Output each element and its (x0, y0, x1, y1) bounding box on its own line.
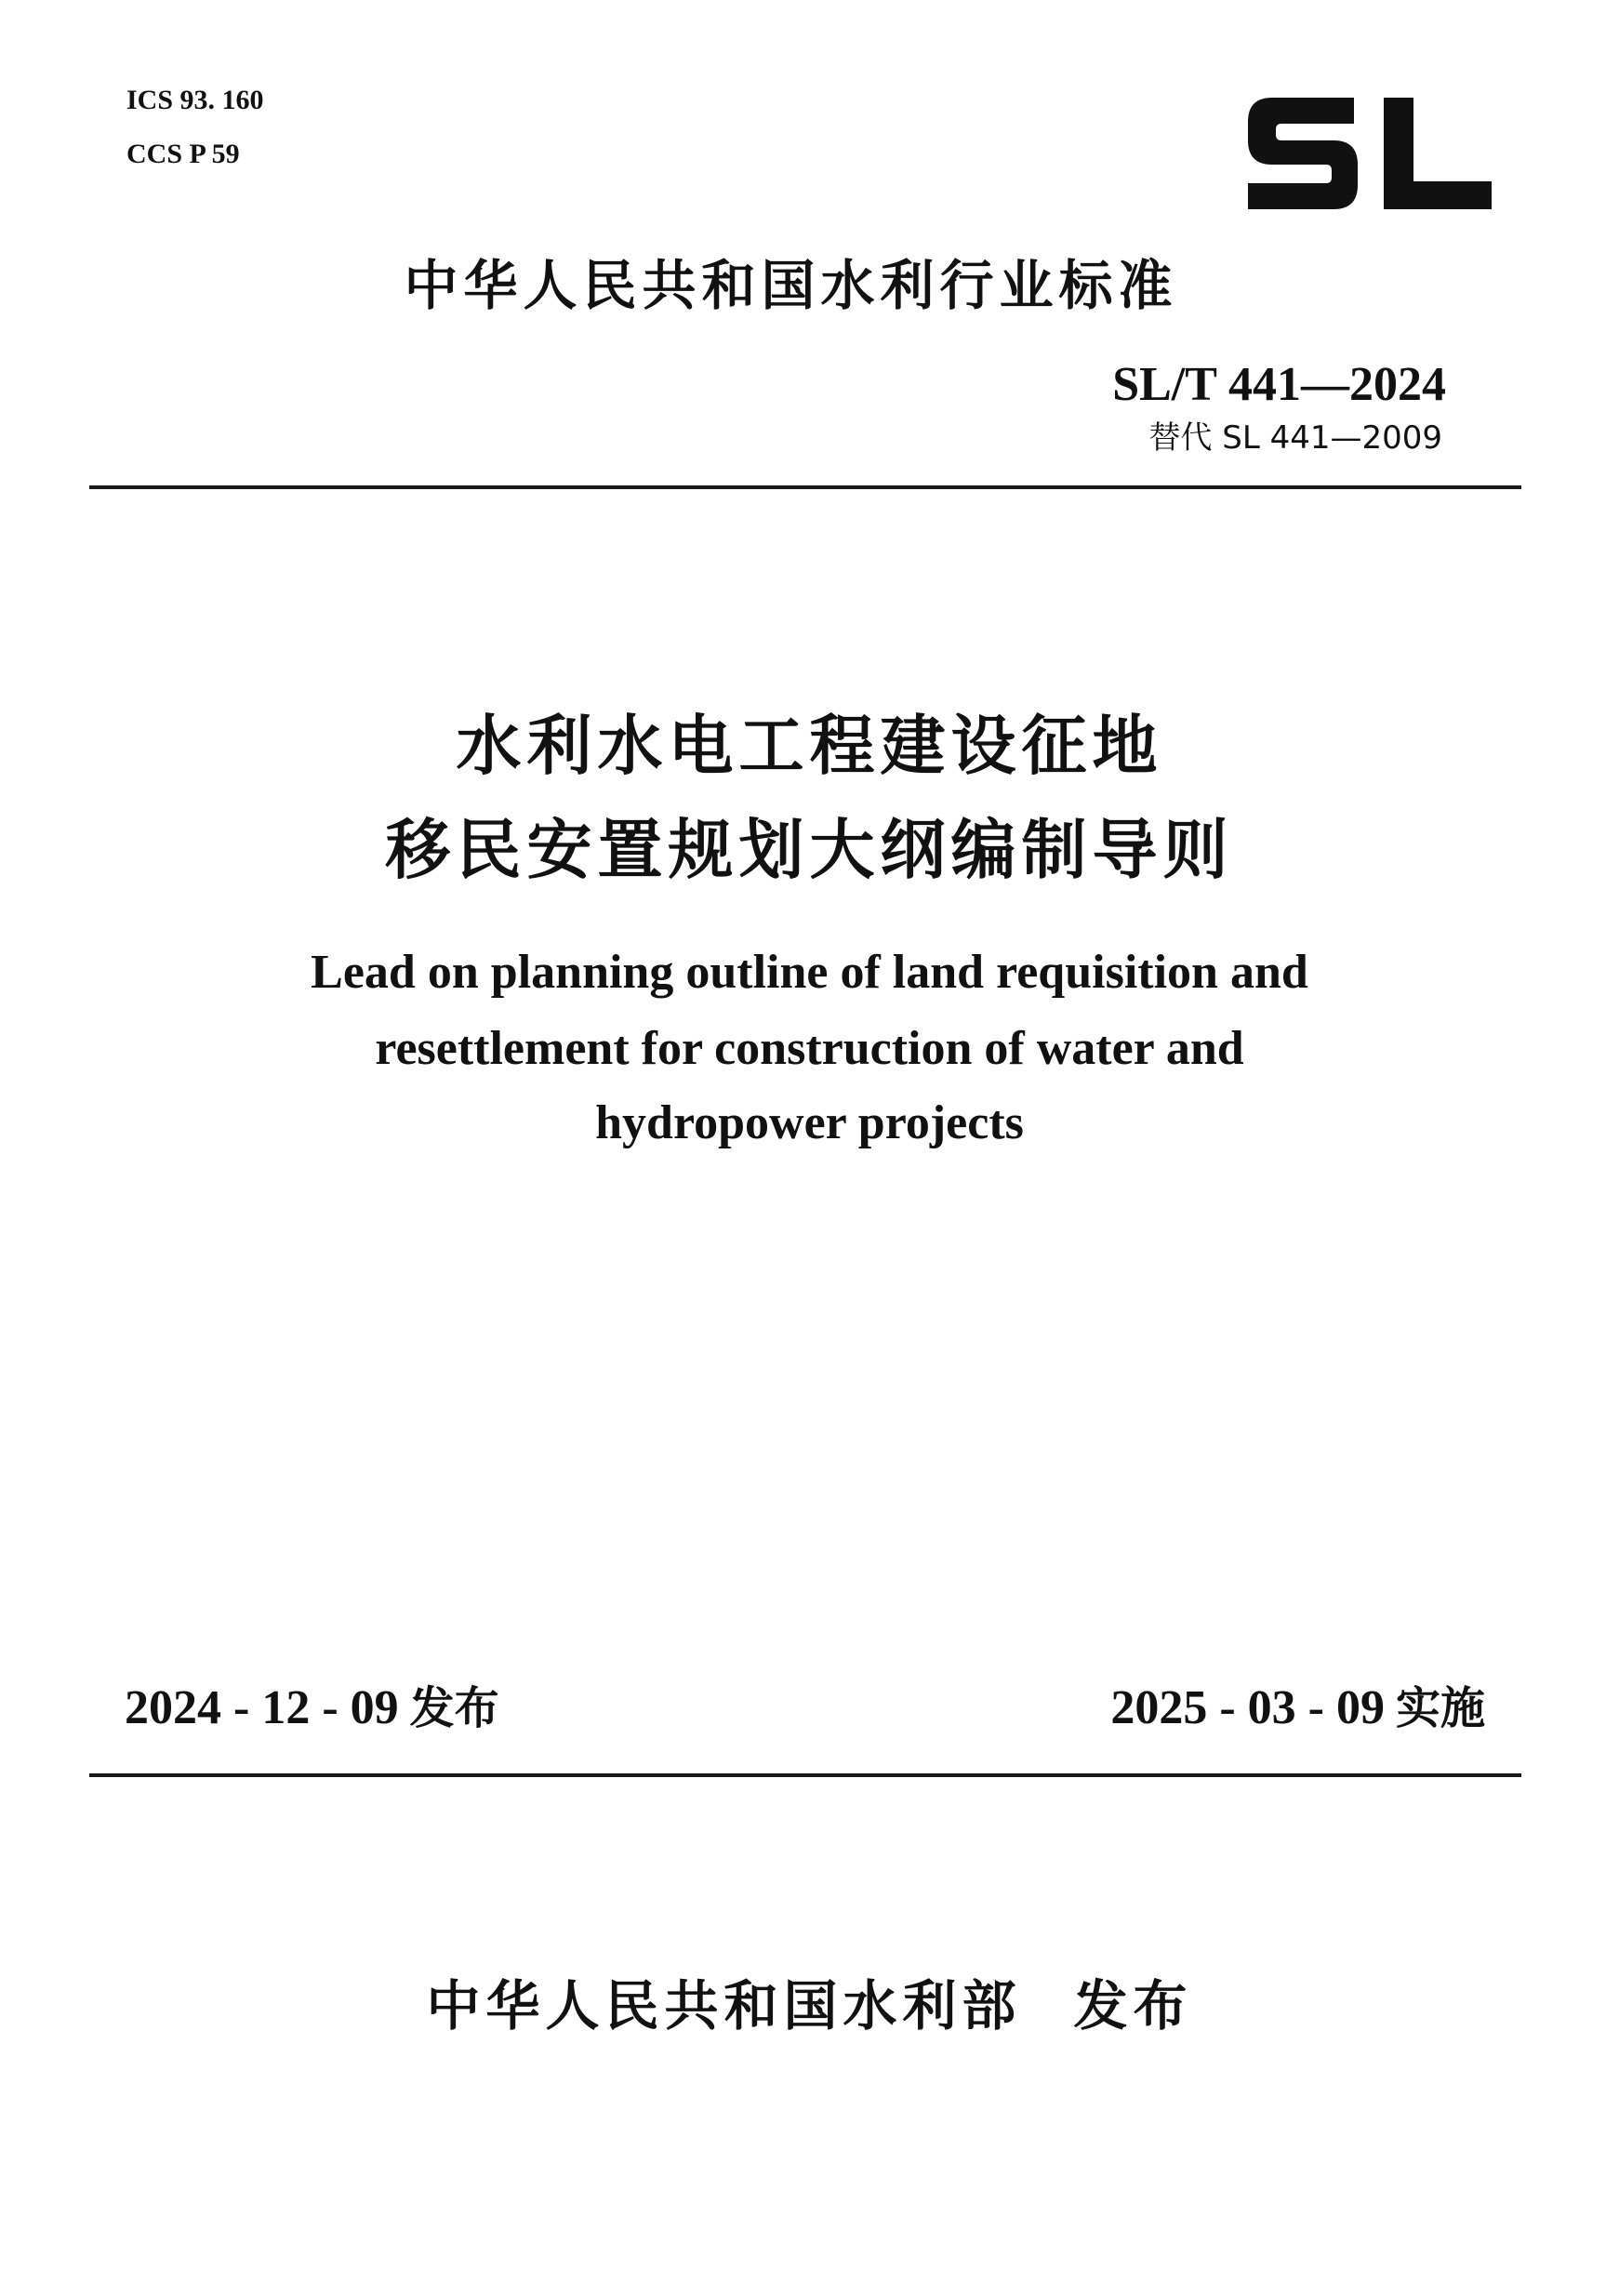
implementation-date (1110, 1679, 1485, 1737)
chinese-title-line-1: 水利水电工程建设征地 (456, 708, 1163, 784)
chinese-title-line-2: 移民安置规划大纲编制导则 (385, 812, 1234, 888)
industry-standard-title (0, 253, 1619, 318)
sl-logo (1244, 88, 1493, 219)
industry-standard-title-text: 中华人民共和国水利行业标准 (404, 254, 1178, 317)
publisher-name: 中华人民共和国水利部 (426, 1974, 1022, 2037)
bottom-divider (89, 1773, 1521, 1777)
publisher-action: 发布 (1073, 1974, 1193, 2037)
implementation-date-value: 2025 - 03 - 09 (1110, 1681, 1385, 1734)
issue-date-label: 发布 (409, 1682, 499, 1734)
issue-date-value: 2024 - 12 - 09 (125, 1681, 399, 1734)
standard-number: SL/T 441—2024 (1112, 358, 1446, 411)
publisher (0, 1973, 1619, 2038)
english-title-line-1: Lead on planning outline of land requisition and (311, 946, 1308, 999)
english-title-line-2: resettlement for construction of water and (375, 1022, 1244, 1075)
implementation-date-label: 实施 (1395, 1682, 1485, 1734)
ccs-code: CCS P 59 (126, 139, 240, 169)
replaces-standard: 替代 SL 441—2009 (1148, 419, 1442, 457)
issue-date (125, 1679, 499, 1737)
english-title-line-3: hydropower projects (595, 1096, 1024, 1149)
ics-code: ICS 93. 160 (126, 85, 264, 115)
top-divider (89, 485, 1521, 489)
